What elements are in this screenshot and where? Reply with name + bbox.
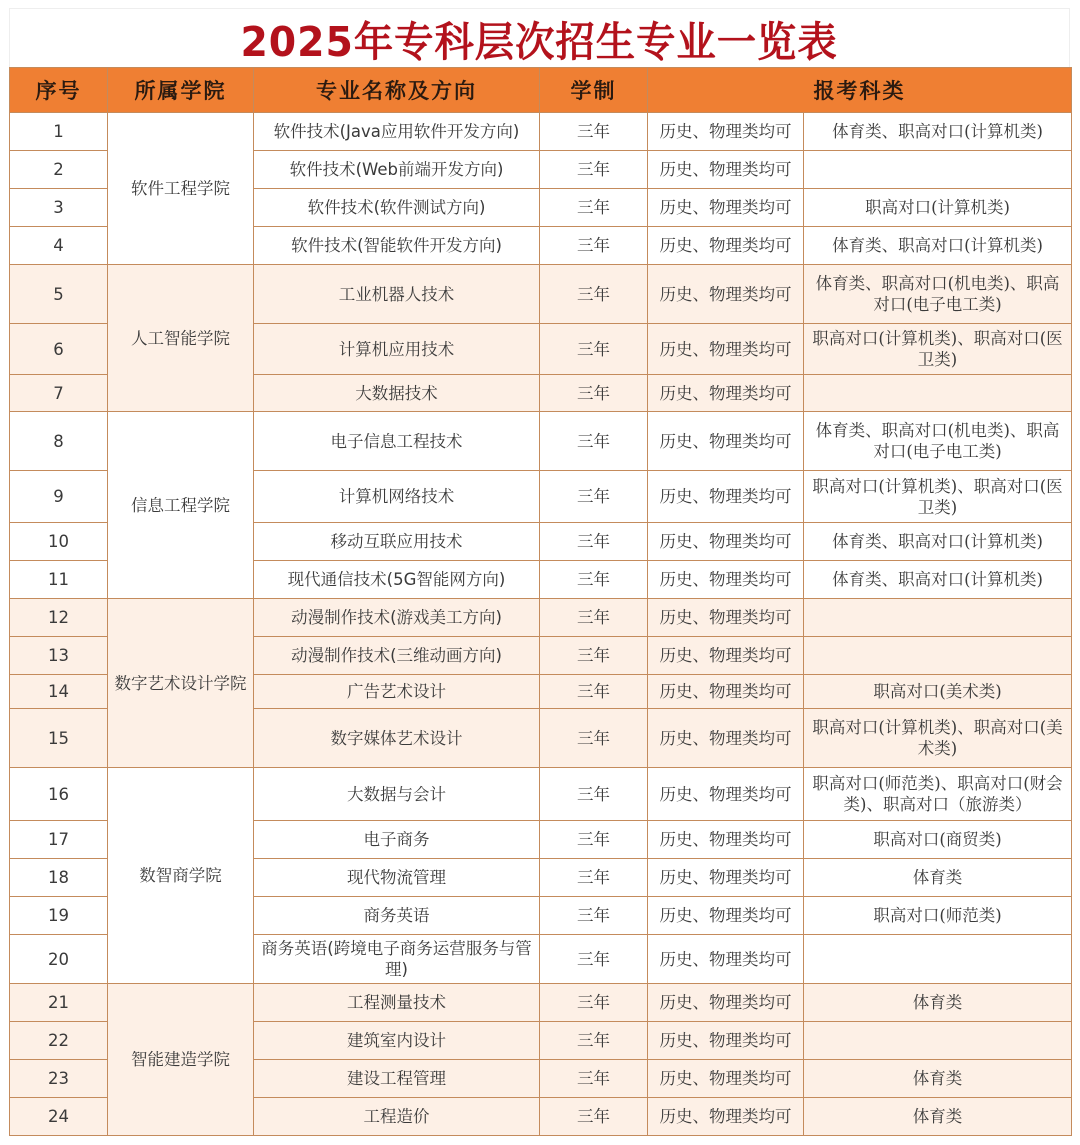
subject-cell: 历史、物理类均可 bbox=[648, 151, 804, 189]
subject-cell: 历史、物理类均可 bbox=[648, 768, 804, 821]
major-cell: 商务英语 bbox=[254, 897, 540, 935]
seq-cell: 11 bbox=[10, 561, 108, 599]
subject-cell: 历史、物理类均可 bbox=[648, 935, 804, 984]
header-category: 报考科类 bbox=[648, 68, 1072, 113]
major-cell: 计算机网络技术 bbox=[254, 471, 540, 523]
subject-cell: 历史、物理类均可 bbox=[648, 984, 804, 1022]
extra-category-cell bbox=[804, 151, 1072, 189]
majors-table bbox=[9, 67, 1072, 1136]
extra-category-cell: 体育类、职高对口(机电类)、职高对口(电子电工类) bbox=[804, 412, 1072, 471]
seq-cell: 14 bbox=[10, 675, 108, 709]
major-cell: 动漫制作技术(三维动画方向) bbox=[254, 637, 540, 675]
duration-cell: 三年 bbox=[540, 768, 648, 821]
subject-cell: 历史、物理类均可 bbox=[648, 189, 804, 227]
college-cell: 数字艺术设计学院 bbox=[108, 599, 254, 768]
seq-cell: 10 bbox=[10, 523, 108, 561]
extra-category-cell: 体育类、职高对口(计算机类) bbox=[804, 113, 1072, 151]
extra-category-cell: 体育类、职高对口(计算机类) bbox=[804, 561, 1072, 599]
table-row bbox=[10, 768, 1072, 821]
seq-cell: 13 bbox=[10, 637, 108, 675]
college-cell: 人工智能学院 bbox=[108, 265, 254, 412]
page-title: 2025年专科层次招生专业一览表 bbox=[240, 17, 839, 66]
table-header-row bbox=[10, 68, 1072, 113]
seq-cell: 1 bbox=[10, 113, 108, 151]
subject-cell: 历史、物理类均可 bbox=[648, 412, 804, 471]
duration-cell: 三年 bbox=[540, 324, 648, 375]
major-cell: 建设工程管理 bbox=[254, 1060, 540, 1098]
duration-cell: 三年 bbox=[540, 412, 648, 471]
table-body bbox=[10, 113, 1072, 1136]
seq-cell: 16 bbox=[10, 768, 108, 821]
table-row bbox=[10, 412, 1072, 471]
major-cell: 工程造价 bbox=[254, 1098, 540, 1136]
duration-cell: 三年 bbox=[540, 471, 648, 523]
header-duration: 学制 bbox=[540, 68, 648, 113]
subject-cell: 历史、物理类均可 bbox=[648, 1022, 804, 1060]
seq-cell: 3 bbox=[10, 189, 108, 227]
subject-cell: 历史、物理类均可 bbox=[648, 859, 804, 897]
duration-cell: 三年 bbox=[540, 151, 648, 189]
duration-cell: 三年 bbox=[540, 265, 648, 324]
extra-category-cell bbox=[804, 599, 1072, 637]
seq-cell: 18 bbox=[10, 859, 108, 897]
subject-cell: 历史、物理类均可 bbox=[648, 1060, 804, 1098]
college-cell: 智能建造学院 bbox=[108, 984, 254, 1136]
table-row bbox=[10, 265, 1072, 324]
title-bar bbox=[9, 8, 1070, 67]
duration-cell: 三年 bbox=[540, 897, 648, 935]
major-cell: 软件技术(Java应用软件开发方向) bbox=[254, 113, 540, 151]
extra-category-cell bbox=[804, 637, 1072, 675]
subject-cell: 历史、物理类均可 bbox=[648, 709, 804, 768]
duration-cell: 三年 bbox=[540, 1098, 648, 1136]
extra-category-cell bbox=[804, 1022, 1072, 1060]
duration-cell: 三年 bbox=[540, 227, 648, 265]
subject-cell: 历史、物理类均可 bbox=[648, 375, 804, 412]
major-cell: 现代物流管理 bbox=[254, 859, 540, 897]
major-cell: 工业机器人技术 bbox=[254, 265, 540, 324]
extra-category-cell: 职高对口(计算机类)、职高对口(医卫类) bbox=[804, 324, 1072, 375]
extra-category-cell bbox=[804, 935, 1072, 984]
seq-cell: 9 bbox=[10, 471, 108, 523]
extra-category-cell: 职高对口(师范类) bbox=[804, 897, 1072, 935]
duration-cell: 三年 bbox=[540, 523, 648, 561]
duration-cell: 三年 bbox=[540, 859, 648, 897]
duration-cell: 三年 bbox=[540, 1022, 648, 1060]
subject-cell: 历史、物理类均可 bbox=[648, 265, 804, 324]
seq-cell: 2 bbox=[10, 151, 108, 189]
extra-category-cell: 职高对口(计算机类)、职高对口(医卫类) bbox=[804, 471, 1072, 523]
duration-cell: 三年 bbox=[540, 561, 648, 599]
table-row bbox=[10, 984, 1072, 1022]
extra-category-cell: 职高对口(师范类)、职高对口(财会类)、职高对口（旅游类） bbox=[804, 768, 1072, 821]
seq-cell: 22 bbox=[10, 1022, 108, 1060]
duration-cell: 三年 bbox=[540, 189, 648, 227]
major-cell: 动漫制作技术(游戏美工方向) bbox=[254, 599, 540, 637]
duration-cell: 三年 bbox=[540, 1060, 648, 1098]
major-cell: 现代通信技术(5G智能网方向) bbox=[254, 561, 540, 599]
duration-cell: 三年 bbox=[540, 637, 648, 675]
subject-cell: 历史、物理类均可 bbox=[648, 113, 804, 151]
table-row bbox=[10, 113, 1072, 151]
duration-cell: 三年 bbox=[540, 675, 648, 709]
extra-category-cell: 体育类 bbox=[804, 984, 1072, 1022]
subject-cell: 历史、物理类均可 bbox=[648, 1098, 804, 1136]
duration-cell: 三年 bbox=[540, 113, 648, 151]
duration-cell: 三年 bbox=[540, 709, 648, 768]
major-cell: 移动互联应用技术 bbox=[254, 523, 540, 561]
duration-cell: 三年 bbox=[540, 599, 648, 637]
college-cell: 数智商学院 bbox=[108, 768, 254, 984]
subject-cell: 历史、物理类均可 bbox=[648, 599, 804, 637]
extra-category-cell: 体育类 bbox=[804, 1060, 1072, 1098]
subject-cell: 历史、物理类均可 bbox=[648, 675, 804, 709]
seq-cell: 6 bbox=[10, 324, 108, 375]
seq-cell: 15 bbox=[10, 709, 108, 768]
extra-category-cell: 体育类 bbox=[804, 1098, 1072, 1136]
major-cell: 大数据技术 bbox=[254, 375, 540, 412]
extra-category-cell: 体育类、职高对口(计算机类) bbox=[804, 227, 1072, 265]
extra-category-cell: 职高对口(商贸类) bbox=[804, 821, 1072, 859]
major-cell: 软件技术(Web前端开发方向) bbox=[254, 151, 540, 189]
header-seq: 序号 bbox=[10, 68, 108, 113]
subject-cell: 历史、物理类均可 bbox=[648, 471, 804, 523]
seq-cell: 19 bbox=[10, 897, 108, 935]
major-cell: 大数据与会计 bbox=[254, 768, 540, 821]
subject-cell: 历史、物理类均可 bbox=[648, 821, 804, 859]
major-cell: 电子信息工程技术 bbox=[254, 412, 540, 471]
subject-cell: 历史、物理类均可 bbox=[648, 227, 804, 265]
extra-category-cell: 体育类、职高对口(计算机类) bbox=[804, 523, 1072, 561]
extra-category-cell: 体育类、职高对口(机电类)、职高对口(电子电工类) bbox=[804, 265, 1072, 324]
extra-category-cell: 职高对口(计算机类)、职高对口(美术类) bbox=[804, 709, 1072, 768]
major-cell: 电子商务 bbox=[254, 821, 540, 859]
seq-cell: 4 bbox=[10, 227, 108, 265]
subject-cell: 历史、物理类均可 bbox=[648, 637, 804, 675]
duration-cell: 三年 bbox=[540, 935, 648, 984]
subject-cell: 历史、物理类均可 bbox=[648, 561, 804, 599]
seq-cell: 5 bbox=[10, 265, 108, 324]
seq-cell: 12 bbox=[10, 599, 108, 637]
extra-category-cell: 体育类 bbox=[804, 859, 1072, 897]
seq-cell: 23 bbox=[10, 1060, 108, 1098]
extra-category-cell bbox=[804, 375, 1072, 412]
duration-cell: 三年 bbox=[540, 375, 648, 412]
major-cell: 广告艺术设计 bbox=[254, 675, 540, 709]
header-college: 所属学院 bbox=[108, 68, 254, 113]
major-cell: 计算机应用技术 bbox=[254, 324, 540, 375]
major-cell: 商务英语(跨境电子商务运营服务与管理) bbox=[254, 935, 540, 984]
major-cell: 软件技术(软件测试方向) bbox=[254, 189, 540, 227]
college-cell: 软件工程学院 bbox=[108, 113, 254, 265]
table-row bbox=[10, 599, 1072, 637]
college-cell: 信息工程学院 bbox=[108, 412, 254, 599]
subject-cell: 历史、物理类均可 bbox=[648, 523, 804, 561]
subject-cell: 历史、物理类均可 bbox=[648, 324, 804, 375]
seq-cell: 8 bbox=[10, 412, 108, 471]
major-cell: 软件技术(智能软件开发方向) bbox=[254, 227, 540, 265]
duration-cell: 三年 bbox=[540, 984, 648, 1022]
seq-cell: 21 bbox=[10, 984, 108, 1022]
subject-cell: 历史、物理类均可 bbox=[648, 897, 804, 935]
major-cell: 建筑室内设计 bbox=[254, 1022, 540, 1060]
header-major: 专业名称及方向 bbox=[254, 68, 540, 113]
seq-cell: 7 bbox=[10, 375, 108, 412]
extra-category-cell: 职高对口(美术类) bbox=[804, 675, 1072, 709]
seq-cell: 24 bbox=[10, 1098, 108, 1136]
duration-cell: 三年 bbox=[540, 821, 648, 859]
major-cell: 数字媒体艺术设计 bbox=[254, 709, 540, 768]
extra-category-cell: 职高对口(计算机类) bbox=[804, 189, 1072, 227]
seq-cell: 20 bbox=[10, 935, 108, 984]
seq-cell: 17 bbox=[10, 821, 108, 859]
major-cell: 工程测量技术 bbox=[254, 984, 540, 1022]
